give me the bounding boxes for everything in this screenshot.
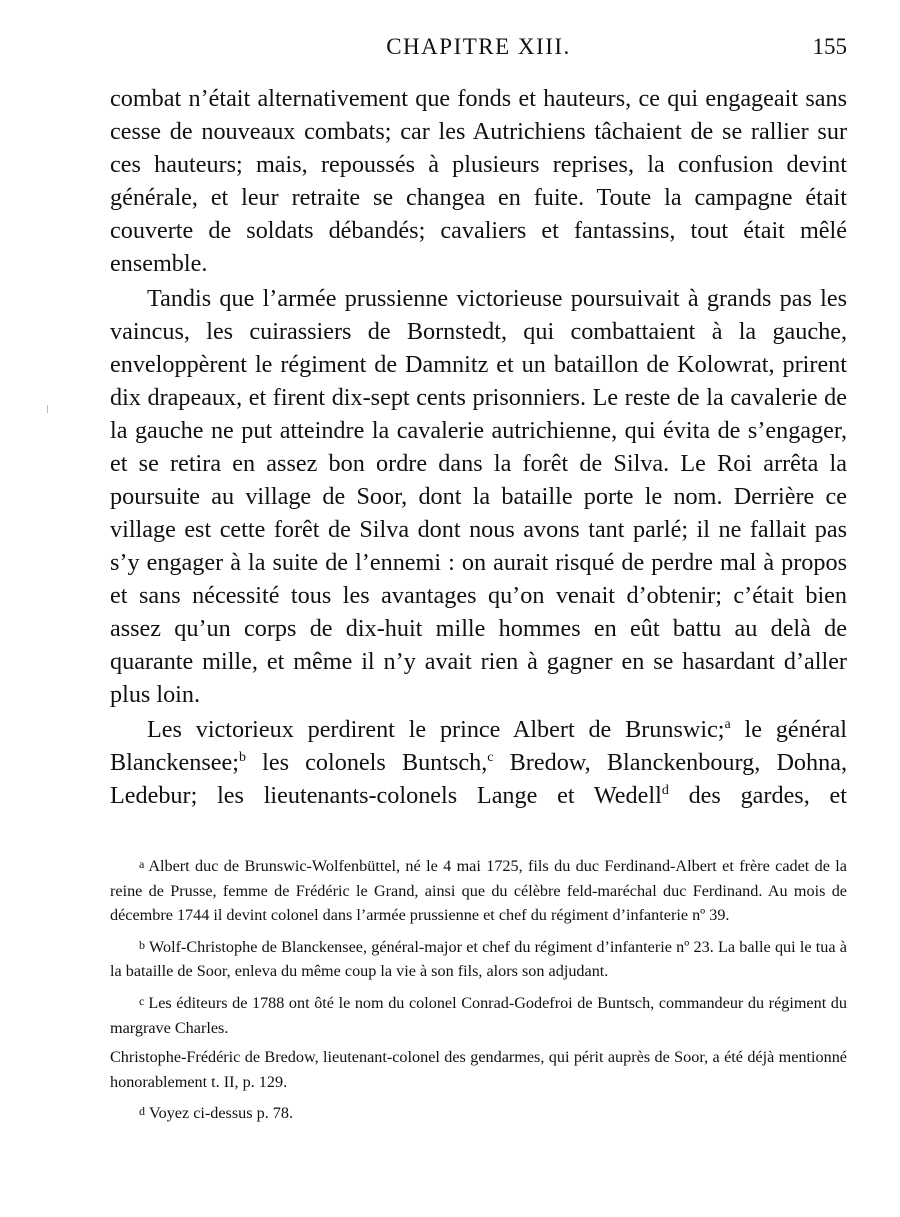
footnote-mark: d	[139, 1104, 145, 1119]
footnote-text: Wolf-Christophe de Blanckensee, général-major et chef du régiment d’infanterie nº 23. La balle qui le tua à la bataille de Soor, enleva du même coup la vie à son fils, alors son adjudant.	[110, 937, 847, 981]
footnote-mark: a	[139, 857, 145, 871]
footnote-text: Les éditeurs de 1788 ont ôté le nom du colonel Conrad-Godefroi de Buntsch, commandeur du régiment du margrave Charles.	[110, 993, 847, 1037]
footnote-a	[110, 852, 847, 928]
footnote-d	[110, 1099, 847, 1126]
chapter-title: CHAPITRE XIII.	[386, 34, 571, 59]
footnote-mark: b	[139, 937, 145, 952]
footnote-c-continued	[110, 1045, 847, 1094]
footnote-ref-c[interactable]: c	[487, 750, 494, 765]
footnote-ref-a[interactable]: a	[724, 717, 731, 732]
footnote-text: Voyez ci-dessus p. 78.	[149, 1104, 294, 1123]
paragraph-3-text: des gardes, et	[668, 782, 847, 809]
footnote-mark: c	[139, 993, 145, 1008]
margin-mark	[47, 405, 48, 413]
paragraph-3-text: Bredow, Blanckenbourg, Dohna, Ledebur; les lieutenants-colonels Lange et Wedell	[110, 749, 847, 809]
paragraph-3-text: les colonels Buntsch,	[245, 749, 488, 776]
footnote-b	[110, 933, 847, 984]
running-head	[110, 34, 847, 70]
footnotes	[110, 852, 847, 1126]
main-text	[110, 82, 847, 812]
page-number: 155	[812, 34, 847, 59]
paragraph-3	[110, 713, 847, 812]
footnote-c	[110, 989, 847, 1040]
footnote-text: Albert duc de Brunswic-Wolfenbüttel, né le 4 mai 1725, fils du duc Ferdinand-Albert et frère cadet de la reine de Prusse, femme de Frédéric le Grand, ainsi que du célèbre feld-maréchal duc Ferdinand. Au mois de décembre 1744 il devint colonel dans l’armée prussienne et chef du régiment d’infanterie nº 39.	[110, 857, 847, 925]
footnote-text: Christophe-Frédéric de Bredow, lieutenant-colonel des gendarmes, qui périt auprès de Soor, a été déjà mentionné honorablement t. II, p. 129.	[110, 1048, 847, 1091]
footnote-ref-b[interactable]: b	[238, 750, 246, 765]
paragraph-1: combat n’était alternativement que fonds et hauteurs, ce qui engageait sans cesse de nouveaux combats; car les Autrichiens tâchaient de se rallier sur ces hauteurs; mais, repoussés à plusieurs reprises, la confusion devint générale, et leur retraite se changea en fuite. Toute la campagne était couverte de soldats débandés; cavaliers et fantassins, tout était mêlé ensemble.	[110, 85, 847, 277]
footnote-ref-d[interactable]: d	[661, 783, 669, 798]
paragraph-3-text: Les victorieux perdirent le prince Albert de Brunswic;	[147, 716, 725, 743]
paragraph-2: Tandis que l’armée prussienne victorieuse poursuivait à grands pas les vaincus, les cuirassiers de Bornstedt, qui combattaient à la gauche, enveloppèrent le régiment de Damnitz et un bataillon de Kolowrat, prirent dix drapeaux, et firent dix-sept cents prisonniers. Le reste de la cavalerie de la gauche ne put atteindre la cavalerie autrichienne, qui évita de s’engager, et se retira en assez bon ordre dans la forêt de Silva. Le Roi arrêta la poursuite au village de Soor, dont la bataille porte le nom. Derrière ce village est cette forêt de Silva dont nous avons tant parlé; il ne fallait pas s’y engager à la suite de l’ennemi : on aurait risqué de perdre mal à propos et sans nécessité tous les avantages qu’on venait d’obtenir; c’était bien assez qu’un corps de dix-huit mille hommes en eût battu au delà de quarante mille, et même il n’y avait rien à gagner en se hasardant d’aller plus loin.	[110, 285, 847, 708]
paragraph-3-text: le général Blanckensee;	[110, 716, 847, 776]
